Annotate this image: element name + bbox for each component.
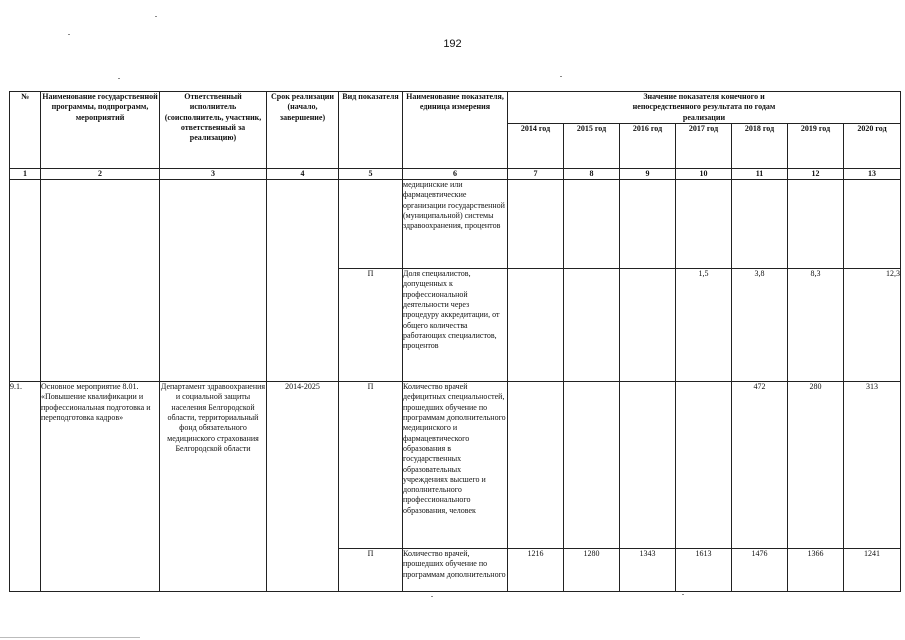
header-year: 2019 год	[788, 123, 844, 168]
cell-value	[844, 180, 901, 269]
cell-name: Основное мероприятие 8.01. «Повышение квалификации и профессиональная подготовка и переподготовка кадров»	[41, 382, 160, 592]
scan-speck	[118, 78, 120, 79]
cell-value: 3,8	[732, 269, 788, 382]
cell-type: П	[339, 549, 403, 592]
column-number: 9	[620, 168, 676, 179]
header-type: Вид показателя	[339, 92, 403, 169]
cell-indicator: медицинские или фармацевтические организации государственной (муниципальной) системы здравоохранения, процентов	[403, 180, 508, 269]
header-no: №	[10, 92, 41, 169]
scan-speck	[155, 16, 157, 17]
cell-value	[732, 180, 788, 269]
column-number: 10	[676, 168, 732, 179]
scan-edge-line	[0, 637, 140, 638]
cell-indicator: Доля специалистов, допущенных к профессиональной деятельности через процедуру аккредитации, от общего количества работающих специалистов, процентов	[403, 269, 508, 382]
cell-value: 1343	[620, 549, 676, 592]
cell-value: 472	[732, 382, 788, 549]
scan-speck	[682, 594, 684, 595]
column-number: 2	[41, 168, 160, 179]
column-number: 13	[844, 168, 901, 179]
column-number: 11	[732, 168, 788, 179]
cell-value: 1366	[788, 549, 844, 592]
header-year: 2015 год	[564, 123, 620, 168]
cell-value	[564, 269, 620, 382]
header-year: 2018 год	[732, 123, 788, 168]
cell-value: 12,3	[844, 269, 901, 382]
table-row	[10, 180, 901, 269]
header-year: 2014 год	[508, 123, 564, 168]
cell-indicator: Количество врачей, прошедших обучение по программам дополнительного	[403, 549, 508, 592]
header-term: Срок реализации (начало, завершение)	[267, 92, 339, 169]
cell-value	[676, 382, 732, 549]
column-number: 5	[339, 168, 403, 179]
cell-executor: Департамент здравоохранения и социальной защиты населения Белгородской области, территориальный фонд обязательного медицинского страхования Белгородской области	[160, 382, 267, 592]
cell-value	[564, 382, 620, 549]
cell-value	[508, 180, 564, 269]
column-number: 4	[267, 168, 339, 179]
cell-value	[676, 180, 732, 269]
table-row	[10, 382, 901, 549]
cell-term	[267, 180, 339, 382]
cell-no: 9.1.	[10, 382, 41, 592]
cell-value	[508, 269, 564, 382]
header-indicator: Наименование показателя, единица измерения	[403, 92, 508, 169]
cell-indicator: Количество врачей дефицитных специальностей, прошедших обучение по программам дополнительного медицинского и фармацевтического образования в государственных образовательных учреждениях высшего и дополнительного профессионального образования, человек	[403, 382, 508, 549]
scan-speck	[431, 596, 433, 597]
scan-speck	[68, 34, 70, 35]
cell-value	[508, 382, 564, 549]
cell-type: П	[339, 269, 403, 382]
column-number: 1	[10, 168, 41, 179]
cell-value	[620, 269, 676, 382]
header-year: 2016 год	[620, 123, 676, 168]
cell-type: П	[339, 382, 403, 549]
cell-value: 313	[844, 382, 901, 549]
column-number: 6	[403, 168, 508, 179]
cell-value: 280	[788, 382, 844, 549]
header-year: 2017 год	[676, 123, 732, 168]
indicator-table	[9, 91, 901, 592]
page-number: 192	[443, 38, 462, 50]
cell-value	[564, 180, 620, 269]
cell-value: 1216	[508, 549, 564, 592]
header-year: 2020 год	[844, 123, 901, 168]
column-number: 8	[564, 168, 620, 179]
header-values-group: Значение показателя конечного и непосредственного результата по годам реализации	[508, 92, 901, 124]
column-number: 12	[788, 168, 844, 179]
header-name: Наименование государственной программы, подпрограмм, мероприятий	[41, 92, 160, 169]
cell-value	[788, 180, 844, 269]
header-executor: Ответственный исполнитель (соисполнитель, участник, ответственный за реализацию)	[160, 92, 267, 169]
cell-value	[620, 382, 676, 549]
cell-value	[620, 180, 676, 269]
cell-value: 1,5	[676, 269, 732, 382]
cell-value: 1476	[732, 549, 788, 592]
scan-speck	[560, 76, 562, 77]
cell-name	[41, 180, 160, 382]
cell-term: 2014-2025	[267, 382, 339, 592]
cell-value: 1280	[564, 549, 620, 592]
cell-type	[339, 180, 403, 269]
cell-executor	[160, 180, 267, 382]
column-number: 3	[160, 168, 267, 179]
cell-value: 8,3	[788, 269, 844, 382]
column-number: 7	[508, 168, 564, 179]
cell-value: 1613	[676, 549, 732, 592]
cell-no	[10, 180, 41, 382]
cell-value: 1241	[844, 549, 901, 592]
